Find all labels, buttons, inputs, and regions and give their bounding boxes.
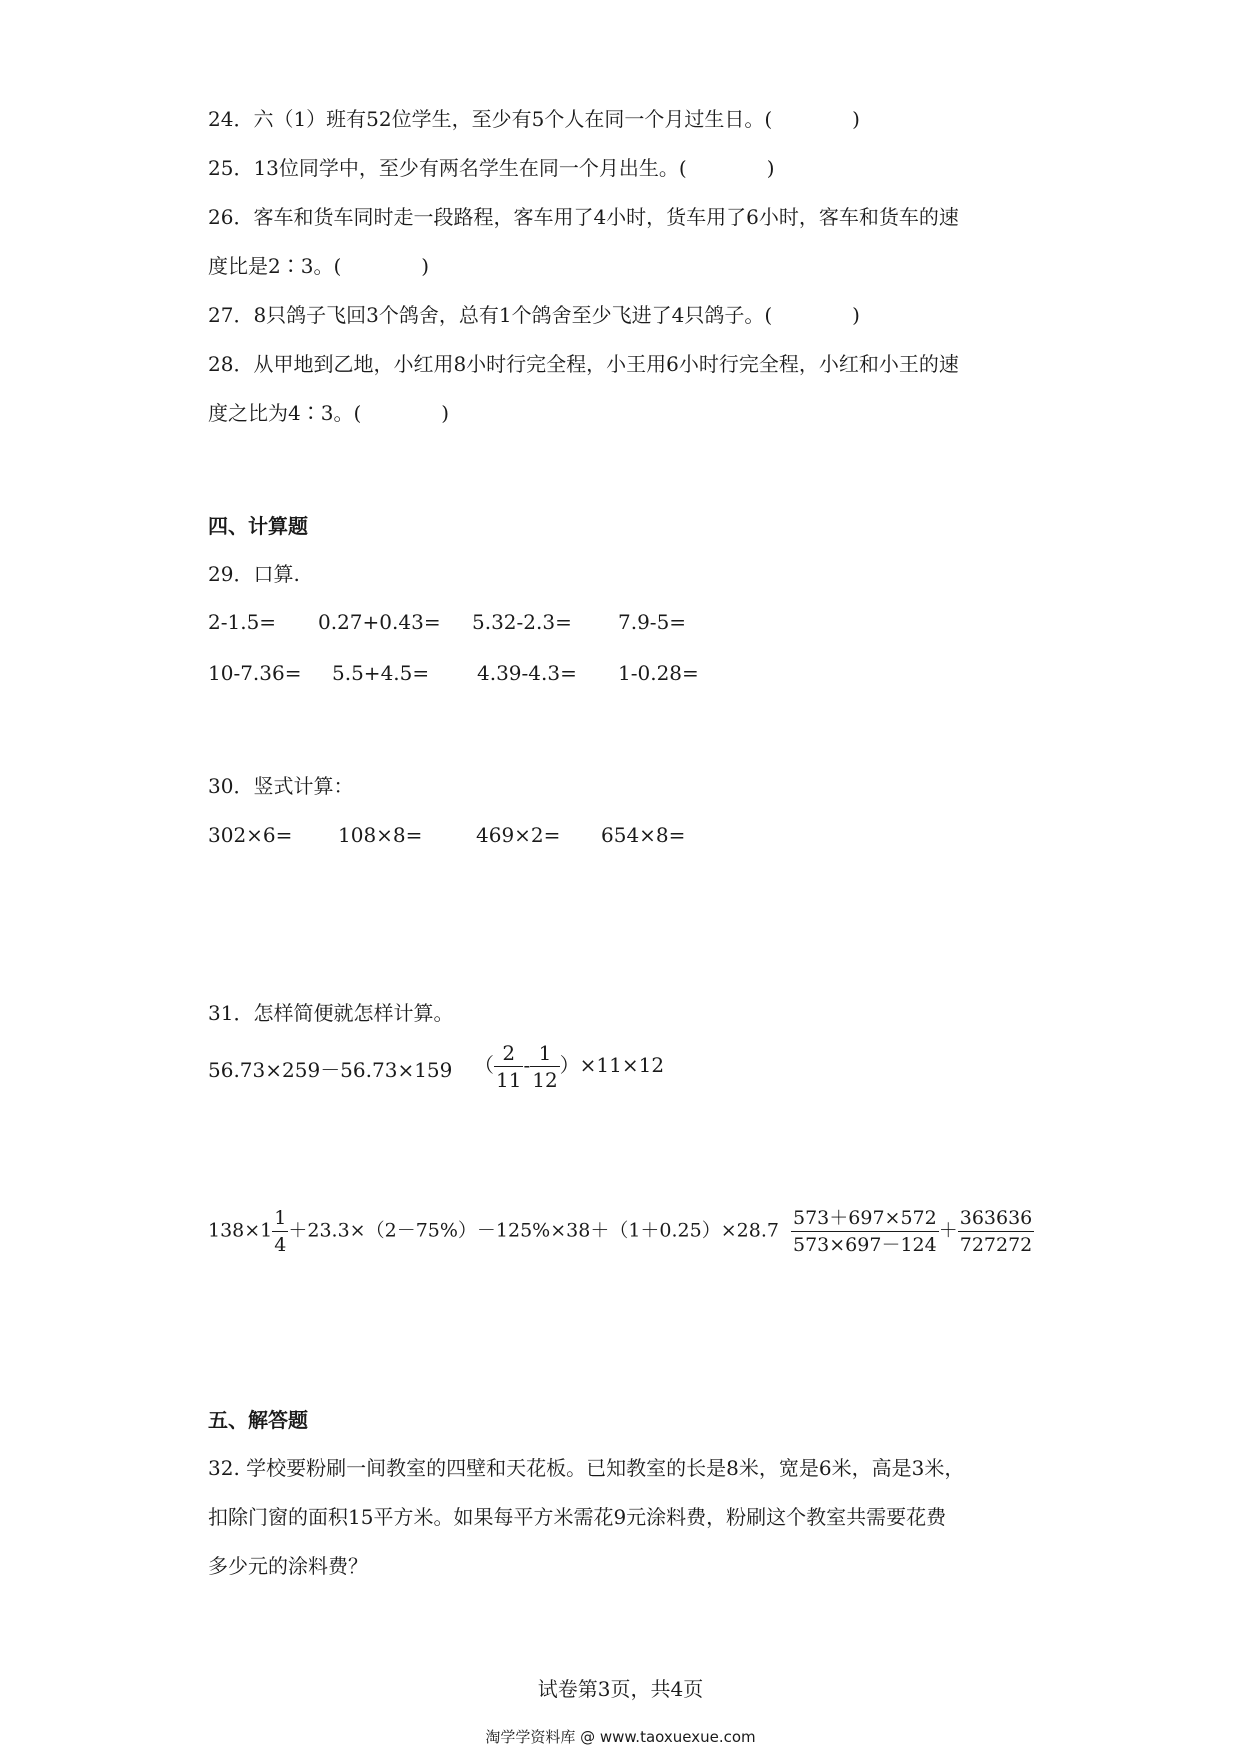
oral-calc-1-3: 5.32-2.3= xyxy=(472,610,572,634)
expr3-suffix: ＋23.3×（2－75%）－125%×38＋（1＋0.25）×28.7 xyxy=(288,1219,779,1242)
fraction-2-11 xyxy=(494,1040,523,1093)
fraction-denominator: 11 xyxy=(496,1068,522,1092)
fraction-numerator: 573＋697×572 xyxy=(791,1205,939,1232)
fraction-denominator: 12 xyxy=(532,1068,558,1092)
watermark: 淘学学资料库 @ www.taoxuexue.com xyxy=(485,1728,756,1746)
fraction-denominator: 573×697－124 xyxy=(793,1234,937,1256)
section-heading-calculation: 四、计算题 xyxy=(208,514,308,538)
question-29-title: 29．口算. xyxy=(208,562,300,586)
mixed-fraction-1-4 xyxy=(272,1205,288,1258)
fraction-1-12 xyxy=(530,1040,559,1093)
fraction-numerator: 2 xyxy=(494,1040,523,1067)
oral-calc-2-4: 1-0.28= xyxy=(618,661,699,685)
page-number: 试卷第3页，共4页 xyxy=(537,1677,704,1701)
section-heading-word-problems: 五、解答题 xyxy=(208,1408,308,1432)
minus-sign: - xyxy=(523,1053,531,1077)
question-31-title: 31．怎样简便就怎样计算。 xyxy=(208,1001,454,1025)
fraction-numerator: 1 xyxy=(530,1040,559,1067)
close-paren-tail: ）×11×12 xyxy=(559,1053,665,1077)
fraction-denominator: 727272 xyxy=(959,1234,1033,1256)
question-26-line2: 度比是2∶3。( ) xyxy=(208,254,430,278)
question-30-title: 30．竖式计算： xyxy=(208,774,354,798)
question-32-line3: 多少元的涂料费？ xyxy=(208,1554,368,1578)
fraction-numerator: 363636 xyxy=(958,1205,1035,1232)
plus-sign: ＋ xyxy=(938,1219,958,1242)
vertical-calc-2: 108×8= xyxy=(338,823,423,847)
expr3-prefix: 138×1 xyxy=(208,1219,273,1242)
oral-calc-1-1: 2-1.5= xyxy=(208,610,277,634)
simplify-expression-1: 56.73×259－56.73×159 xyxy=(208,1058,453,1082)
question-32-line2: 扣除门窗的面积15平方米。如果每平方米需花9元涂料费，粉刷这个教室共需要花费 xyxy=(208,1505,947,1529)
question-24: 24．六（1）班有52位学生，至少有5个人在同一个月过生日。( ) xyxy=(208,107,860,131)
vertical-calc-3: 469×2= xyxy=(476,823,561,847)
oral-calc-1-2: 0.27+0.43= xyxy=(318,610,441,634)
question-26-line1: 26．客车和货车同时走一段路程，客车用了4小时，货车用了6小时，客车和货车的速 xyxy=(208,205,959,229)
fraction-numerator: 1 xyxy=(272,1205,288,1232)
fraction-complex xyxy=(791,1205,939,1258)
vertical-calc-4: 654×8= xyxy=(601,823,686,847)
oral-calc-2-3: 4.39-4.3= xyxy=(477,661,577,685)
open-paren: （ xyxy=(474,1053,494,1077)
simplify-expression-3 xyxy=(208,1205,779,1258)
oral-calc-2-1: 10-7.36= xyxy=(208,661,302,685)
simplify-expression-2 xyxy=(474,1040,664,1093)
oral-calc-1-4: 7.9-5= xyxy=(618,610,687,634)
oral-calc-2-2: 5.5+4.5= xyxy=(332,661,430,685)
simplify-expression-4 xyxy=(791,1205,1034,1258)
question-32-line1: 32. 学校要粉刷一间教室的四壁和天花板。已知教室的长是8米，宽是6米，高是3米， xyxy=(208,1456,965,1480)
question-27: 27．8只鸽子飞回3个鸽舍，总有1个鸽舍至少飞进了4只鸽子。( ) xyxy=(208,303,860,327)
vertical-calc-1: 302×6= xyxy=(208,823,293,847)
question-25: 25．13位同学中，至少有两名学生在同一个月出生。( ) xyxy=(208,156,775,180)
question-28-line2: 度之比为4∶3。( ) xyxy=(208,401,450,425)
fraction-363636-727272 xyxy=(958,1205,1035,1258)
question-28-line1: 28．从甲地到乙地，小红用8小时行完全程，小王用6小时行完全程，小红和小王的速 xyxy=(208,352,959,376)
fraction-denominator: 4 xyxy=(274,1234,287,1256)
